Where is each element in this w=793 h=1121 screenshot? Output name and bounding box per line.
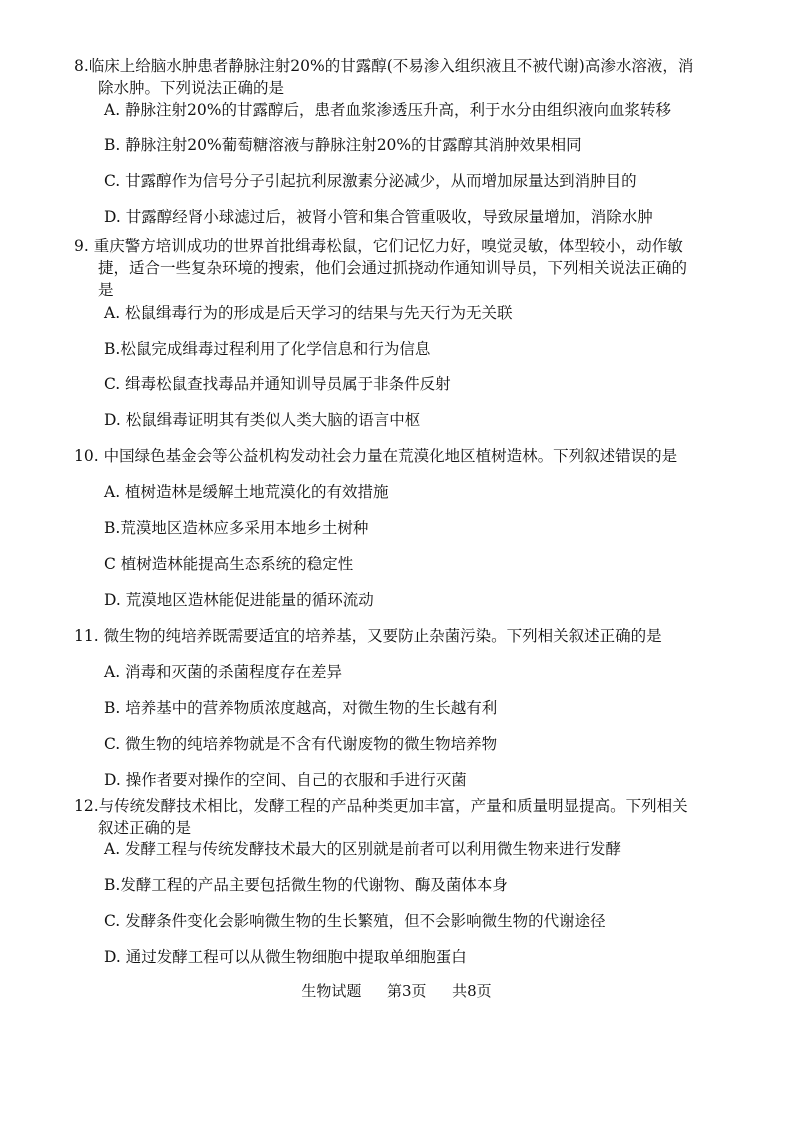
question-9-stem xyxy=(74,235,726,301)
question-12-option-d: D. 通过发酵工程可以从微生物细胞中提取单细胞蛋白 xyxy=(104,948,467,966)
question-12-stem-line1: 12.与传统发酵技术相比，发酵工程的产品种类更加丰富，产量和质量明显提高。下列相关 xyxy=(74,797,688,815)
question-9-stem-line2: 捷，适合一些复杂环境的搜索，他们会通过抓挠动作通知训导员，下列相关说法正确的 xyxy=(98,259,688,277)
question-8-option-d: D. 甘露醇经肾小球滤过后，被肾小管和集合管重吸收，导致尿量增加，消除水肿 xyxy=(104,208,653,226)
question-8-option-a: A. 静脉注射20%的甘露醇后，患者血浆渗透压升高，利于水分由组织液向血浆转移 xyxy=(104,101,672,119)
question-8-option-c: C. 甘露醇作为信号分子引起抗利尿激素分泌减少，从而增加尿量达到消肿目的 xyxy=(104,172,637,190)
question-8-stem-line2: 除水肿。下列说法正确的是 xyxy=(98,79,285,97)
question-10-stem-line1: 10. 中国绿色基金会等公益机构发动社会力量在荒漠化地区植树造林。下列叙述错误的是 xyxy=(74,447,678,465)
question-9-stem-line3: 是 xyxy=(98,281,114,299)
question-10-option-a: A. 植树造林是缓解土地荒漠化的有效措施 xyxy=(104,483,389,501)
question-8-stem-line1: 8.临床上给脑水肿患者静脉注射20%的甘露醇(不易渗入组织液且不被代谢)高渗水溶液，消 xyxy=(74,57,694,75)
question-11-option-c: C. 微生物的纯培养物就是不含有代谢废物的微生物培养物 xyxy=(104,735,498,753)
question-11-stem-line1: 11. 微生物的纯培养既需要适宜的培养基，又要防止杂菌污染。下列相关叙述正确的是 xyxy=(74,627,662,645)
question-10-option-b: B.荒漠地区造林应多采用本地乡土树种 xyxy=(104,519,369,537)
question-9-option-d: D. 松鼠缉毒证明其有类似人类大脑的语言中枢 xyxy=(104,411,421,429)
footer-subject: 生物试题 xyxy=(301,982,362,1000)
question-11-option-a: A. 消毒和灭菌的杀菌程度存在差异 xyxy=(104,663,343,681)
question-12-option-a: A. 发酵工程与传统发酵技术最大的区别就是前者可以利用微生物来进行发酵 xyxy=(104,840,622,858)
question-9-stem-line1: 9. 重庆警方培训成功的世界首批缉毒松鼠，它们记忆力好，嗅觉灵敏，体型较小，动作敏 xyxy=(74,237,683,255)
question-11-option-b: B. 培养基中的营养物质浓度越高，对微生物的生长越有利 xyxy=(104,699,498,717)
question-11-stem xyxy=(74,625,726,647)
footer-total-pages: 共8页 xyxy=(452,982,492,1000)
question-12-stem xyxy=(74,795,726,839)
question-12-option-c: C. 发酵条件变化会影响微生物的生长繁殖，但不会影响微生物的代谢途径 xyxy=(104,912,606,930)
page-footer xyxy=(0,980,793,1002)
question-10-stem xyxy=(74,445,726,467)
question-12-option-b: B.发酵工程的产品主要包括微生物的代谢物、酶及菌体本身 xyxy=(104,876,508,894)
question-9-option-b: B.松鼠完成缉毒过程利用了化学信息和行为信息 xyxy=(104,340,431,358)
question-11-option-d: D. 操作者要对操作的空间、自己的衣服和手进行灭菌 xyxy=(104,771,467,789)
question-12-stem-line2: 叙述正确的是 xyxy=(98,819,192,837)
footer-page-number: 第3页 xyxy=(386,982,427,1000)
question-8-option-b: B. 静脉注射20%葡萄糖溶液与静脉注射20%的甘露醇其消肿效果相同 xyxy=(104,136,582,154)
question-9-option-a: A. 松鼠缉毒行为的形成是后天学习的结果与先天行为无关联 xyxy=(104,304,513,322)
question-10-option-d: D. 荒漠地区造林能促进能量的循环流动 xyxy=(104,591,374,609)
question-8-stem xyxy=(74,55,726,99)
question-9-option-c: C. 缉毒松鼠查找毒品并通知训导员属于非条件反射 xyxy=(104,375,451,393)
question-10-option-c: C 植树造林能提高生态系统的稳定性 xyxy=(104,555,354,573)
